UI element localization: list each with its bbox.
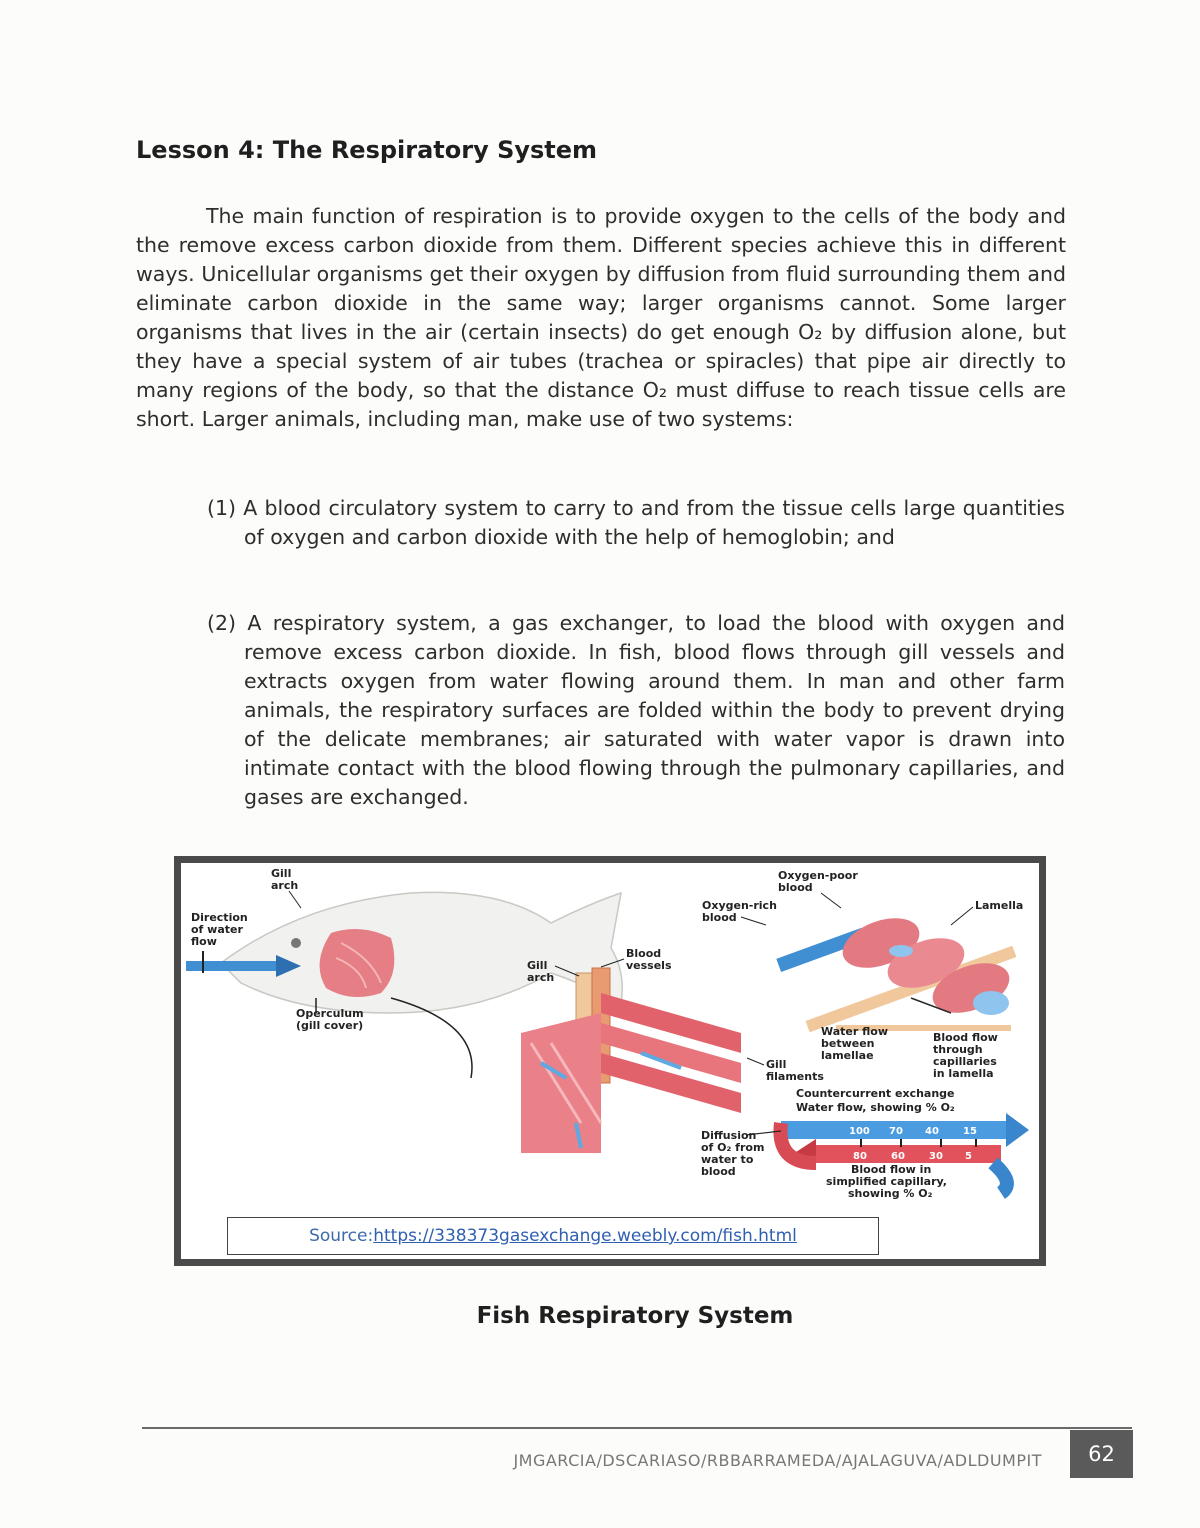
fish-gill-diagram — [181, 863, 1039, 1259]
source-box — [227, 1217, 879, 1255]
blood-o2-value: 5 — [965, 1151, 972, 1162]
footer-authors: JMGARCIA/DSCARIASO/RBBARRAMEDA/AJALAGUVA/ADLDUMPIT — [513, 1451, 1042, 1470]
list-text: A respiratory system, a gas exchanger, to load the blood with oxygen and remove excess carbon dioxide. In fish, blood flows through gill vessels and extracts oxygen from water flowing around them. In man and other farm animals, the respiratory surfaces are folded within the body to prevent drying of the delicate membranes; air saturated with water vapor is drawn into intimate contact with the blood flowing through the pulmonary capillaries, and gases are exchanged. — [244, 611, 1065, 809]
label-water-flow: lamellae — [821, 1049, 874, 1062]
label-blood-capillary: Blood flow in — [851, 1163, 932, 1176]
label-blood-capillary: simplified capillary, — [826, 1175, 947, 1188]
intro-paragraph: The main function of respiration is to provide oxygen to the cells of the body and the remove excess carbon dioxide from them. Different species achieve this in different ways. Unicellular organisms get their oxygen by diffusion from fluid surrounding them and eliminate carbon dioxide in the same way; larger organisms cannot. Some larger organisms that lives in the air (certain insects) do get enough O₂ by diffusion alone, but they have a special system of air tubes (trachea or spiracles) that pipe air directly to many regions of the body, so that the distance O₂ must diffuse to reach tissue cells are short. Larger animals, including man, make use of two systems: — [136, 204, 1066, 431]
label-diffusion: of O₂ from — [701, 1141, 765, 1154]
page-number: 62 — [1070, 1430, 1133, 1478]
label-gill-arch-b: arch — [527, 971, 555, 984]
label-blood-vessels: Blood — [626, 947, 662, 960]
list-marker: (1) — [207, 496, 237, 520]
label-oxygen-poor: blood — [778, 881, 813, 894]
label-gill-filaments: Gill — [766, 1058, 787, 1071]
footer-divider — [142, 1427, 1132, 1429]
blood-o2-value: 80 — [853, 1151, 867, 1162]
blood-o2-value: 60 — [891, 1151, 905, 1162]
label-diffusion: blood — [701, 1165, 736, 1178]
label-gill-arch: arch — [271, 879, 299, 892]
water-o2-value: 40 — [925, 1126, 939, 1137]
label-operculum: Operculum — [296, 1007, 364, 1020]
label-gill-arch-b: Gill — [527, 959, 548, 972]
label-gill-arch: Gill — [271, 867, 292, 880]
label-direction: Direction — [191, 911, 248, 924]
label-direction: of water — [191, 923, 243, 936]
label-water-flow: Water flow — [821, 1025, 889, 1038]
source-link[interactable]: https://338373gasexchange.weebly.com/fish.html — [373, 1226, 797, 1246]
label-blood-flow: through — [933, 1043, 983, 1056]
lesson-title: Lesson 4: The Respiratory System — [136, 136, 598, 164]
label-oxygen-poor: Oxygen-poor — [778, 869, 858, 882]
figure-caption: Fish Respiratory System — [476, 1303, 794, 1329]
label-oxygen-rich: blood — [702, 911, 737, 924]
list-item-2 — [207, 609, 1065, 812]
list-item-1 — [207, 494, 1065, 552]
label-operculum: (gill cover) — [296, 1019, 364, 1032]
label-oxygen-rich: Oxygen-rich — [702, 899, 777, 912]
label-blood-vessels: vessels — [626, 959, 672, 972]
fish-gill-figure — [174, 856, 1046, 1266]
label-diffusion: water to — [701, 1153, 754, 1166]
label-lamella: Lamella — [975, 899, 1024, 912]
list-marker: (2) — [207, 611, 237, 635]
label-blood-flow: capillaries — [933, 1055, 997, 1068]
water-o2-value: 100 — [849, 1126, 870, 1137]
water-o2-value: 70 — [889, 1126, 903, 1137]
water-o2-value: 15 — [963, 1126, 977, 1137]
gill-filaments-illustration — [521, 968, 741, 1153]
label-blood-flow: in lamella — [933, 1067, 994, 1080]
lamellae-illustration — [776, 909, 1016, 1033]
list-text: A blood circulatory system to carry to and from the tissue cells large quantities of oxygen and carbon dioxide with the help of hemoglobin; and — [243, 496, 1065, 549]
label-blood-flow: Blood flow — [933, 1031, 998, 1044]
label-countercurrent: Water flow, showing % O₂ — [796, 1101, 955, 1114]
source-prefix: Source: — [309, 1226, 374, 1246]
label-direction: flow — [191, 935, 217, 948]
label-countercurrent: Countercurrent exchange — [796, 1087, 955, 1100]
label-gill-filaments: filaments — [766, 1070, 824, 1083]
label-water-flow: between — [821, 1037, 875, 1050]
label-blood-capillary: showing % O₂ — [848, 1187, 933, 1200]
label-diffusion: Diffusion — [701, 1129, 757, 1142]
blood-o2-value: 30 — [929, 1151, 943, 1162]
